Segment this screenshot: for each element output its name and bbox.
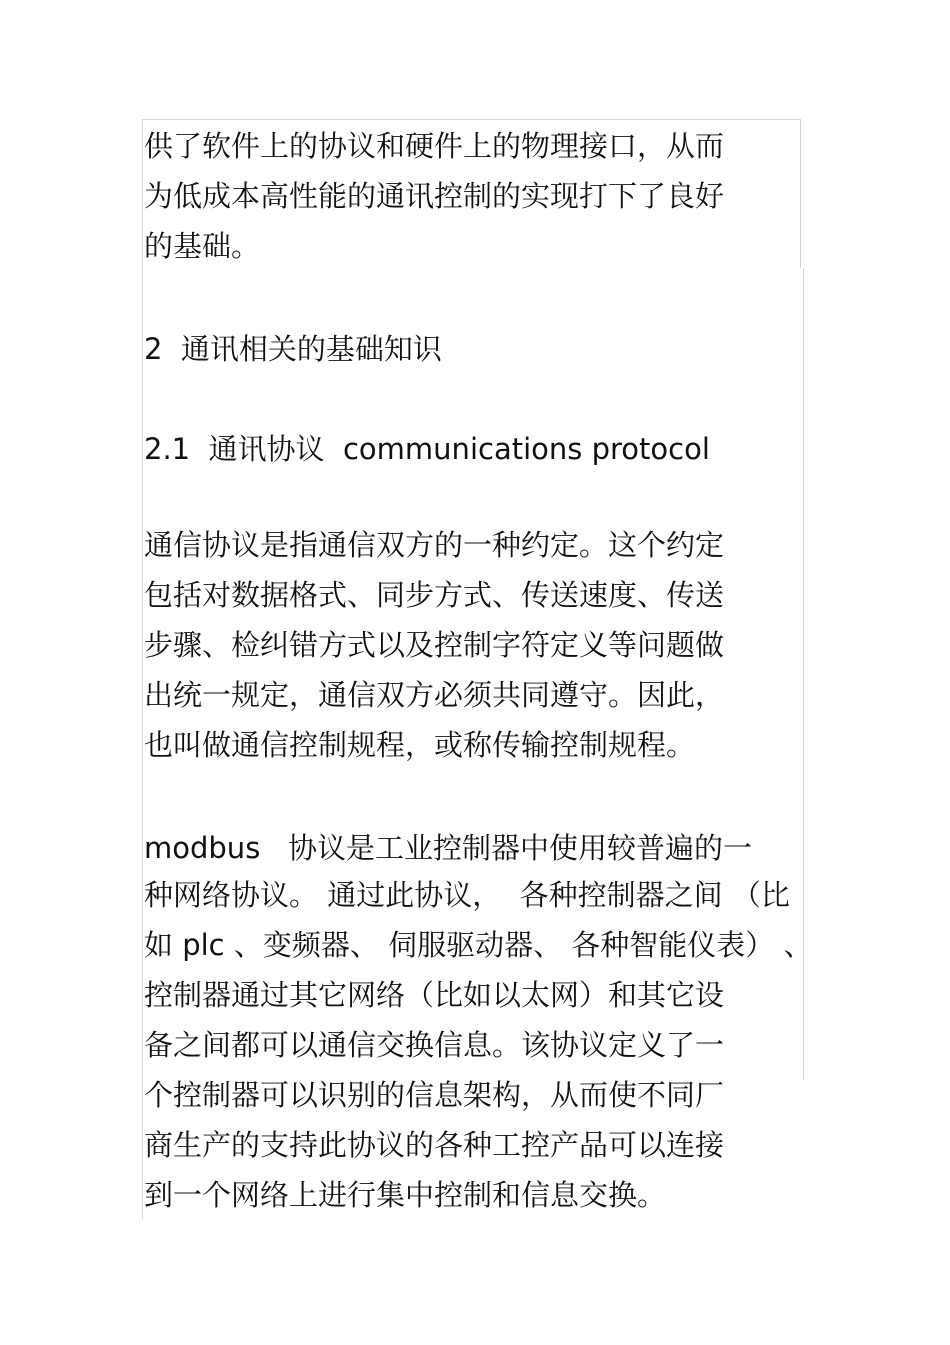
paragraph-line: 步骤、检纠错方式以及控制字符定义等问题做 <box>144 628 725 662</box>
paragraph-line: 为低成本高性能的通讯控制的实现打下了良好 <box>144 179 725 213</box>
paragraph-line: 种网络协议。 通过此协议， 各种控制器之间 （比 <box>144 878 790 912</box>
paragraph-line: 商生产的支持此协议的各种工控产品可以连接 <box>144 1128 725 1162</box>
paragraph-line: 控制器通过其它网络（比如以太网）和其它设 <box>144 978 725 1012</box>
paragraph-line: 供了软件上的协议和硬件上的物理接口，从而 <box>144 129 725 163</box>
paragraph-line: 的基础。 <box>144 229 261 263</box>
section-heading: 2 通讯相关的基础知识 <box>144 332 442 366</box>
page-border-top <box>142 119 801 120</box>
paragraph-line: 也叫做通信控制规程，或称传输控制规程。 <box>144 728 696 762</box>
paragraph-line: modbus 协议是工业控制器中使用较普遍的一 <box>144 831 752 865</box>
paragraph-line: 备之间都可以通信交换信息。该协议定义了一 <box>144 1028 725 1062</box>
paragraph-line: 到一个网络上进行集中控制和信息交换。 <box>144 1178 667 1212</box>
subsection-heading: 2.1 通讯协议 communications protocol <box>144 432 710 466</box>
paragraph-line: 出统一规定，通信双方必须共同遵守。因此， <box>144 678 725 712</box>
paragraph-line: 如 plc 、变频器、 伺服驱动器、 各种智能仪表） 、 <box>144 928 813 962</box>
page-border-left <box>142 120 143 1220</box>
paragraph-line: 通信协议是指通信双方的一种约定。这个约定 <box>144 528 725 562</box>
paragraph-line: 包括对数据格式、同步方式、传送速度、传送 <box>144 578 725 612</box>
paragraph-line: 个控制器可以识别的信息架构，从而使不同厂 <box>144 1078 725 1112</box>
page-border-right-upper <box>800 120 801 268</box>
